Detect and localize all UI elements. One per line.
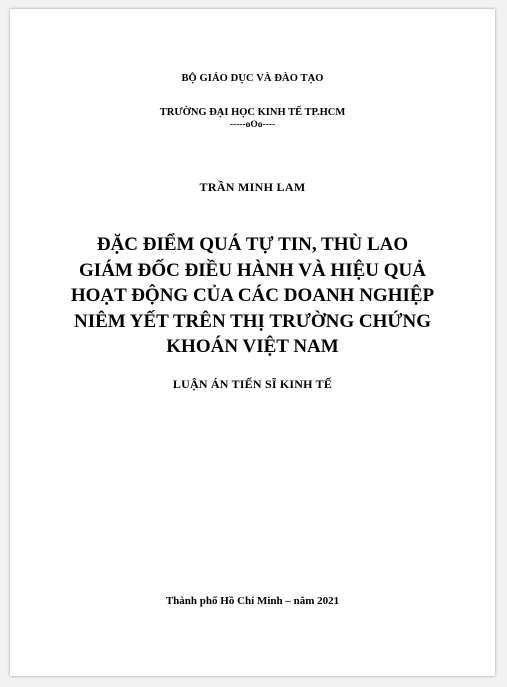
university-heading: TRƯỜNG ĐẠI HỌC KINH TẾ TP.HCM: [159, 107, 346, 118]
author-name: TRẦN MINH LAM: [199, 180, 306, 194]
ministry-heading: BỘ GIÁO DỤC VÀ ĐÀO TẠO: [181, 73, 324, 84]
title-line: KHOÁN VIỆT NAM: [166, 336, 339, 357]
title-line: GIÁM ĐỐC ĐIỀU HÀNH VÀ HIỆU QUẢ: [79, 259, 426, 281]
place-and-year: Thành phố Hồ Chí Minh – năm 2021: [165, 595, 340, 607]
title-line: ĐẶC ĐIỂM QUÁ TỰ TIN, THÙ LAO: [96, 234, 409, 255]
degree-label: LUẬN ÁN TIẾN SĨ KINH TẾ: [172, 377, 333, 391]
ornament-divider: -----oOo----: [229, 120, 276, 130]
title-line: HOẠT ĐỘNG CỦA CÁC DOANH NGHIỆP: [70, 285, 435, 306]
document-page: [10, 9, 495, 676]
thesis-title: [10, 232, 495, 360]
title-line: NIÊM YẾT TRÊN THỊ TRƯỜNG CHỨNG: [73, 310, 431, 332]
